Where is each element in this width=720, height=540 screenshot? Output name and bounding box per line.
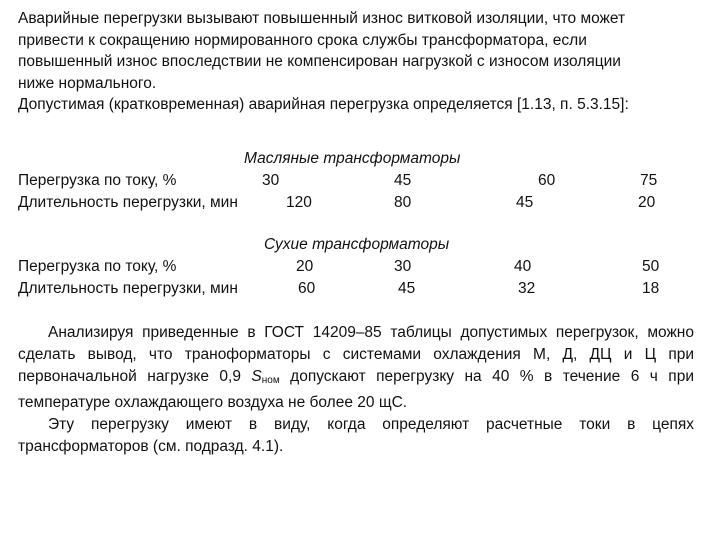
oil-duration-value: 20 — [638, 194, 656, 211]
dry-duration-row — [18, 280, 698, 302]
conclusion-text-part-1: Анализируя приведенные в ГОСТ 14209–85 таблицы допустимых перегрузок, можно сделать вывод, что траноформаторы с системами охлаждения М, Д, ДЦ и Ц при первоначальной нагрузке 0,9 — [18, 324, 694, 385]
oil-overload-value: 30 — [262, 172, 280, 189]
dry-duration-value: 18 — [642, 280, 660, 297]
dry-overload-value: 40 — [514, 258, 532, 275]
oil-duration-value: 45 — [516, 194, 534, 211]
oil-overload-value: 75 — [640, 172, 658, 189]
dry-overload-value: 30 — [394, 258, 412, 275]
oil-duration-label: Длительность перегрузки, мин — [18, 194, 238, 211]
dry-duration-value: 60 — [298, 280, 316, 297]
oil-overload-value: 45 — [394, 172, 412, 189]
oil-duration-row — [18, 194, 698, 216]
oil-overload-row — [18, 172, 698, 194]
snom-symbol: S — [251, 368, 262, 385]
conclusion-paragraph — [18, 322, 694, 414]
oil-overload-label: Перегрузка по току, % — [18, 172, 177, 189]
intro-line-1: Аварийные перегрузки вызывают повышенный износ витковой изоляции, что может — [18, 10, 626, 27]
intro-line-3: повышенный износ впоследствии не компенсирован нагрузкой с износом изоляции — [18, 53, 621, 70]
oil-overload-value: 60 — [538, 172, 556, 189]
intro-line-4: ниже нормального. — [18, 74, 157, 92]
oil-duration-value: 120 — [286, 194, 312, 211]
dry-duration-value: 45 — [398, 280, 416, 297]
dry-overload-value: 50 — [642, 258, 660, 275]
dry-overload-label: Перегрузка по току, % — [18, 258, 177, 275]
snom-subscript: ном — [261, 375, 280, 386]
oil-duration-value: 80 — [394, 194, 412, 211]
reference-paragraph: Эту перегрузку имеют в виду, когда определяют расчетные токи в цепях трансформаторов (см. подразд. 4.1). — [18, 416, 694, 455]
intro-line-2: привести к сокращению нормированного срока службы трансформатора, если — [18, 31, 587, 49]
intro-line-5: Допустимая (кратковременная) аварийная перегрузка определяется [1.13, п. 5.3.15]: — [18, 96, 629, 113]
intro-paragraph — [18, 8, 708, 116]
dry-duration-value: 32 — [518, 280, 536, 297]
oil-transformers-caption: Масляные трансформаторы — [244, 150, 461, 167]
dry-overload-value: 20 — [296, 258, 314, 275]
dry-overload-row — [18, 258, 698, 280]
dry-transformers-caption: Сухие трансформаторы — [264, 236, 450, 253]
dry-duration-label: Длительность перегрузки, мин — [18, 280, 238, 297]
conclusion-text-part-2: допускают перегрузку на 40 % в течение 6 ч при температуре охлаждающего воздуха не более 20 щС. — [18, 368, 694, 411]
conclusion-text — [18, 322, 694, 458]
